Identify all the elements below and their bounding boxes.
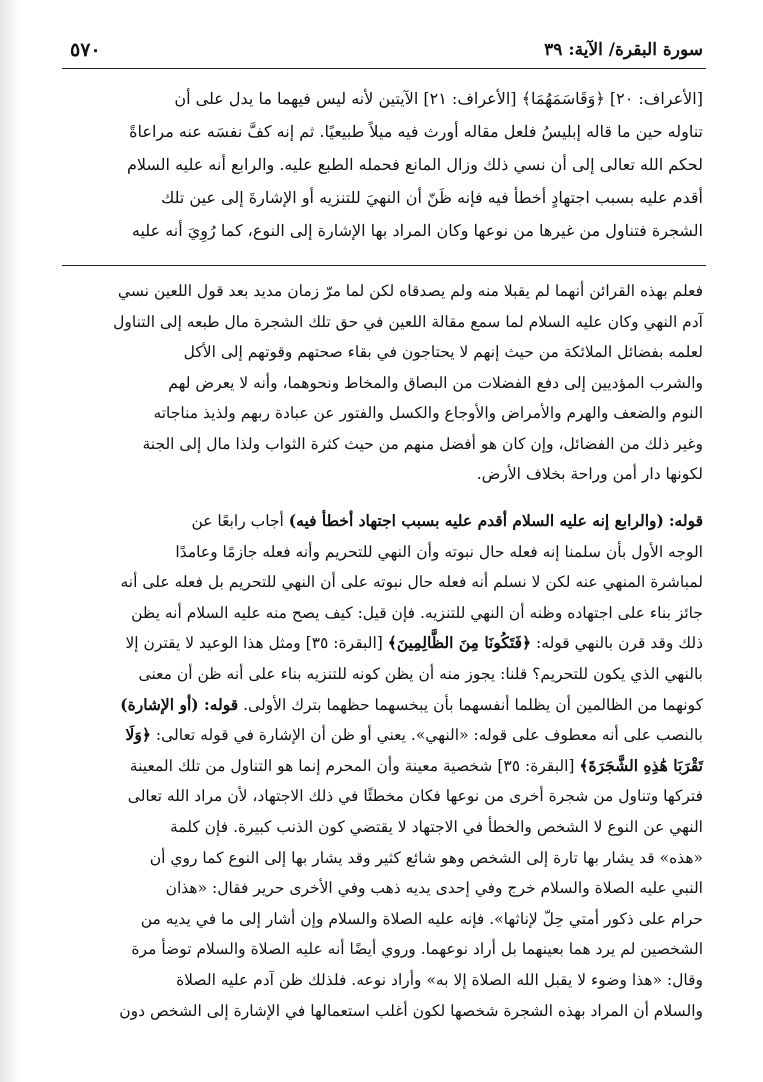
text-line: وغير ذلك من الفضائل، وإن كان هو أفضل منهم من حيث كثرة الثواب ولذا مال إلى الجنة	[142, 434, 703, 453]
text-line	[64, 751, 703, 782]
text-line: والسلام أن المراد بهذه الشجرة شخصها لكون أغلب استعمالها في الإشارة إلى الشخص دون	[119, 1001, 703, 1020]
text-line: لحكم الله تعالى إلى أن نسي ذلك وزال المانع فحمله الطبع عليه. والرابع أنه عليه السلام	[126, 155, 703, 174]
quran-verse: ﴿وَلَا	[125, 725, 151, 745]
text-line: النبي عليه الصلاة والسلام خرج وفي إحدى يديه ذهب وفي الأخرى حرير فقال: «هذان	[165, 879, 703, 898]
text-line: لمباشرة المنهي عنه لكن لا نسلم أنه فعله حال نبوته على أن النهي للتحريم بل فعله على أنه	[120, 573, 703, 592]
text-line: «هذه» قد يشار بها تارة إلى الشخص وهو شائع كثير وقد يشار بها إلى النوع كما روي أن	[149, 848, 703, 867]
text-line: فتركها وتناول من شجرة أخرى من نوعها فكان مخطئًا في ذلك الاجتهاد، لأن مراد الله تعالى	[127, 787, 703, 806]
text-line	[64, 506, 703, 537]
text-line: آدم النهي وكان عليه السلام لما سمع مقالة اللعين في حق تلك الشجرة مال طبعه إلى التناول	[113, 312, 703, 331]
text-line	[64, 720, 703, 751]
surah-title: سورة البقرة/ الآية: ٣٩	[544, 40, 703, 60]
text-segment: أجاب رابعًا عن	[191, 512, 284, 530]
header-divider	[62, 68, 706, 69]
section-divider	[62, 265, 706, 266]
text-line: لعلمه بفضائل الملائكة من حيث إنهم لا يحتاجون في بقاء صحتهم وقوتهم إلى الأكل	[183, 343, 703, 361]
text-line: حرام على ذكور أمتي حِلّ لإناثها». فإنه عليه الصلاة والسلام وإن أشار إلى ما في يديه من	[140, 909, 703, 928]
text-line: الوجه الأول بأن سلمنا إنه فعله حال نبوته وأن النهي للتحريم وأنه فعله جازمًا وعامدًا	[175, 542, 703, 561]
page-number: ٥٧٠	[70, 39, 101, 61]
page-header	[70, 36, 703, 64]
text-line: لكونها دار أمن وراحة بخلاف الأرض.	[476, 465, 703, 483]
main-text-top	[64, 82, 703, 247]
comment-label: قوله:	[668, 511, 703, 530]
text-line: أقدم عليه بسبب اجتهادٍ أخطأ فيه فإنه ظَنّ أن النهيَ للتنزيه أو الإشارةَ إلى عين تلك	[161, 188, 703, 207]
commentary-text-bottom	[64, 506, 703, 1026]
text-line	[64, 690, 703, 721]
text-line: النهي عن النوع لا الشخص والخطأ في الاجتهاد لا يقتضي كون الذنب كبيرة. فإن كلمة	[169, 817, 703, 836]
text-segment: [البقرة: ٣٥] شخصية معينة وأن المحرم إنما هو التناول من تلك المعينة	[129, 756, 575, 775]
commentary-text-middle	[64, 276, 703, 490]
text-line: الشخصين لم يرد هما بعينهما بل أراد نوعهما. وروي أيضًا أنه عليه الصلاة والسلام توضأ مرة	[131, 940, 703, 959]
text-line: الشجرة فتناول من غيرها من نوعها وكان المراد بها الإشارة إلى النوع، كما رُوِيَ أنه عليه	[131, 221, 703, 240]
page-edge-shadow	[0, 0, 22, 1082]
text-line: وقال: «هذا وضوء لا يقبل الله الصلاة إلا به» وأراد نوعه. فلذلك ظن آدم عليه الصلاة	[176, 970, 703, 989]
text-line: النوم والضعف والهرم والأمراض والأوجاع والكسل والفتور عن عبادة ربهم ولذيذ مناجاته	[153, 404, 703, 422]
text-line: تناوله حين ما قاله إبليسُ فلعل مقاله أورث فيه ميلاً طبيعيًا. ثم إنه كفَّ نفسَه عنه مراعاةً	[129, 122, 703, 141]
text-line	[64, 628, 703, 659]
text-segment: ذلك وقد قرن بالنهي قوله:	[536, 634, 703, 653]
quran-verse: تَقْرَبَا هَٰذِهِ الشَّجَرَةَ﴾	[579, 755, 703, 775]
text-segment: بالنصب على أنه معطوف على قوله: «النهي». يعني أو ظن أن الإشارة في قوله تعالى:	[155, 726, 703, 745]
quoted-phrase: (والرابع إنه عليه السلام أقدم عليه بسبب اجتهاد أخطأ فيه)	[288, 511, 664, 530]
text-segment: [البقرة: ٣٥] ومثل هذا الوعيد لا يقترن إلا	[125, 634, 383, 653]
text-line: [الأعراف: ٢٠] ﴿وَقَاسَمَهُمَا﴾ [الأعراف: ٢١] الآيتين لأنه ليس فيهما ما يدل على أن	[174, 89, 703, 108]
quran-verse: ﴿فَتَكُونَا مِنَ الظَّالِمِينَ﴾	[387, 633, 532, 653]
comment-label: قوله: (أو الإشارة)	[120, 694, 239, 714]
text-line: فعلم بهذه القرائن أنهما لم يقبلا منه ولم يصدقاه لكن لما مرّ زمان مديد بعد قول اللعين نسي	[117, 282, 703, 300]
text-segment: كونهما من الظالمين أن يظلما أنفسهما بأن يبخسهما حظهما بترك الأولى.	[243, 695, 703, 714]
text-line: والشرب المؤديين إلى دفع الفضلات من البصاق والمخاط ونحوهما، وأنه لا يعرض لهم	[168, 373, 703, 392]
text-line: بالنهي الذي يكون للتحريم؟ قلنا: يجوز منه أن يظن كونه للتنزيه بناء على أنه ظن أن معنى	[138, 664, 703, 683]
text-line: جائز بناء على اجتهاده وظنه أن النهي للتنزيه. فإن قيل: كيف يصح منه عليه السلام أنه يظن	[131, 603, 703, 622]
